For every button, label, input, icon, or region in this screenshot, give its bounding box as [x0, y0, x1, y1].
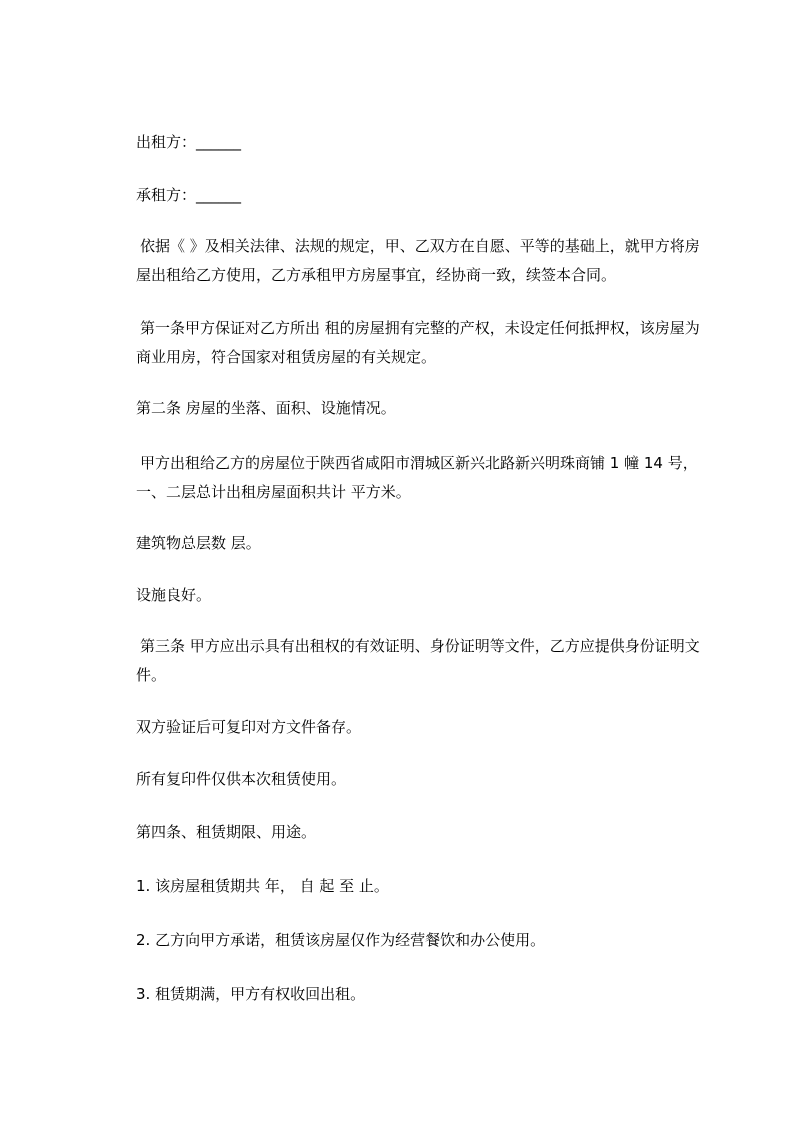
article-3-paragraph: 第三条 甲方应出示具有出租权的有效证明、身份证明等文件，乙方应提供身份证明文件。 — [136, 637, 700, 684]
verification-line: 双方验证后可复印对方文件备存。 — [136, 718, 362, 736]
facilities-line: 设施良好。 — [136, 586, 212, 604]
building-floors-line: 建筑物总层数 层。 — [136, 534, 261, 552]
lessee-line: 承租方：______ — [136, 186, 242, 204]
copies-line: 所有复印件仅供本次租赁使用。 — [136, 770, 347, 788]
property-location-paragraph: 甲方出租给乙方的房屋位于陕西省咸阳市渭城区新兴北路新兴明珠商铺 1 幢 14 号，一、二层总计出租房屋面积共计 平方米。 — [136, 454, 698, 501]
lease-term-item: 1. 该房屋租赁期共 年， 自 起 至 止。 — [136, 877, 389, 895]
usage-item: 2. 乙方向甲方承诺，租赁该房屋仅作为经营餐饮和办公使用。 — [136, 931, 546, 949]
article-4-heading: 第四条、租赁期限、用途。 — [136, 823, 317, 841]
preamble-paragraph: 依据《 》及相关法律、法规的规定，甲、乙双方在自愿、平等的基础上，就甲方将房屋出租给乙方使用，乙方承租甲方房屋事宜，经协商一致，续签本合同。 — [136, 237, 700, 284]
expiry-item: 3. 租赁期满，甲方有权收回出租。 — [136, 985, 366, 1003]
article-1-paragraph: 第一条甲方保证对乙方所出 租的房屋拥有完整的产权，未设定任何抵押权，该房屋为商业用房，符合国家对租赁房屋的有关规定。 — [136, 319, 700, 366]
lessor-line: 出租方：______ — [136, 133, 242, 151]
article-2-heading: 第二条 房屋的坐落、面积、设施情况。 — [136, 399, 396, 417]
